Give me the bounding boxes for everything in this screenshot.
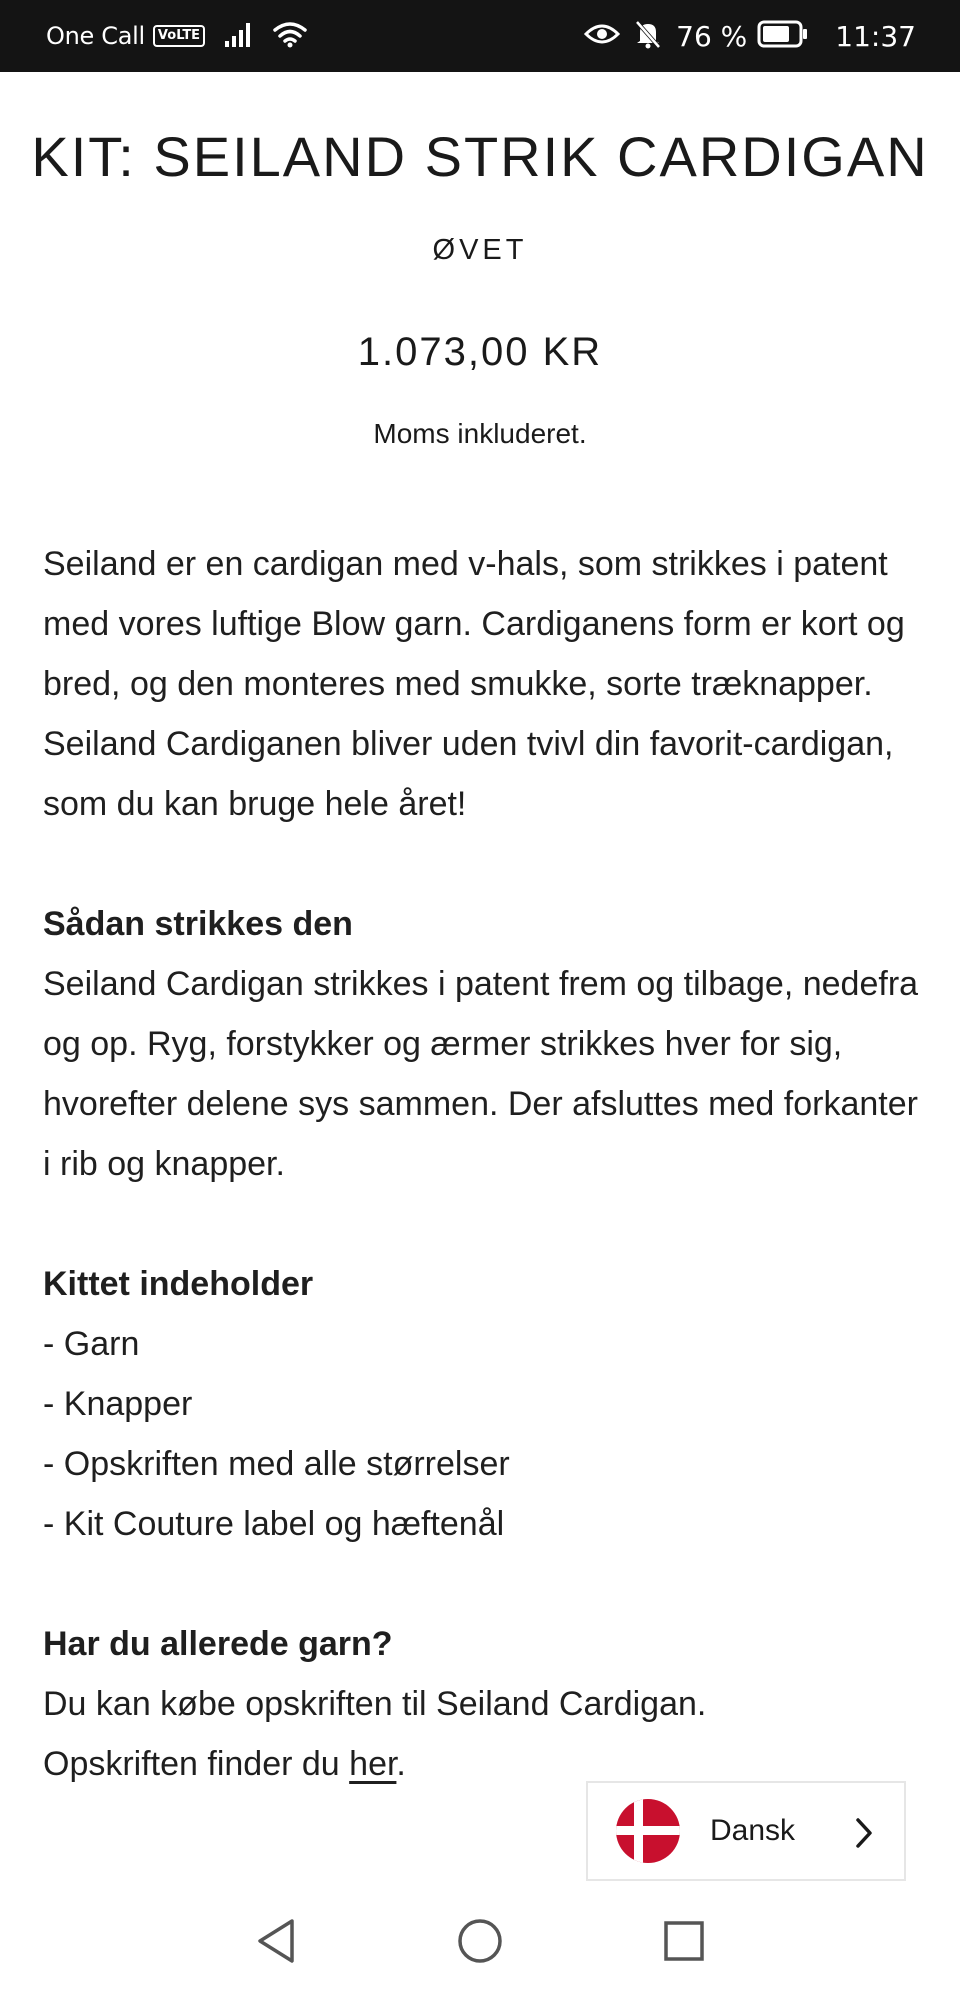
product-title: KIT: SEILAND STRIK CARDIGAN	[31, 125, 929, 188]
denmark-flag-icon	[616, 1799, 680, 1863]
status-left	[46, 20, 307, 52]
how-text: Seiland Cardigan strikkes i patent frem og tilbage, nedefra og op. Ryg, forstykker og ærmer strikkes hver for sig, hvorefter delene sys sammen. Der afsluttes med forkanter i rib og knapper.	[43, 965, 919, 1183]
description-intro: Seiland er en cardigan med v-hals, som strikkes i patent med vores luftige Blow garn. Cardiganens form er kort og bred, og den monteres med smukke, sorte træknapper. Seiland Cardiganen bliver uden tvivl din favorit-cardigan, som du kan bruge hele året!	[43, 545, 905, 823]
kit-item: - Opskriften med alle størrelser	[43, 1445, 510, 1483]
spacer	[43, 834, 923, 894]
product-price: 1.073,00 KR	[357, 330, 603, 374]
kit-item: - Kit Couture label og hæftenål	[43, 1505, 505, 1543]
chevron-right-icon	[854, 1817, 874, 1854]
product-description	[43, 534, 923, 1794]
how-heading: Sådan strikkes den	[43, 905, 353, 943]
back-triangle-icon[interactable]	[254, 1917, 298, 1970]
kit-heading: Kittet indeholder	[43, 1265, 314, 1303]
status-bar	[0, 0, 960, 72]
spacer	[43, 1194, 923, 1254]
spacer	[43, 1554, 923, 1614]
product-level: ØVET	[432, 234, 528, 266]
eye-icon	[584, 22, 620, 50]
battery-icon	[757, 20, 809, 52]
recents-square-icon[interactable]	[662, 1917, 706, 1970]
bell-muted-icon	[634, 19, 662, 53]
kit-item: - Knapper	[43, 1385, 193, 1423]
yarn-heading: Har du allerede garn?	[43, 1625, 393, 1663]
status-right	[584, 19, 916, 53]
yarn-text: Du kan købe opskriften til Seiland Cardigan.	[43, 1685, 707, 1723]
language-selector[interactable]	[586, 1781, 906, 1881]
carrier-name: One Call	[46, 22, 145, 50]
wifi-icon	[273, 20, 307, 52]
language-label: Dansk	[710, 1814, 796, 1847]
volte-badge: VoLTE	[153, 25, 205, 47]
tax-note: Moms inkluderet.	[373, 418, 587, 449]
battery-percentage: 76 %	[676, 19, 748, 53]
yarn-link-prefix: Opskriften finder du	[43, 1745, 350, 1783]
home-circle-icon[interactable]	[456, 1917, 504, 1970]
kit-item: - Garn	[43, 1325, 140, 1363]
navigation-bar	[0, 1891, 960, 1991]
signal-icon	[223, 21, 255, 51]
clock: 11:37	[835, 19, 916, 53]
pattern-link[interactable]: her	[349, 1745, 397, 1783]
yarn-link-suffix: .	[396, 1745, 406, 1783]
